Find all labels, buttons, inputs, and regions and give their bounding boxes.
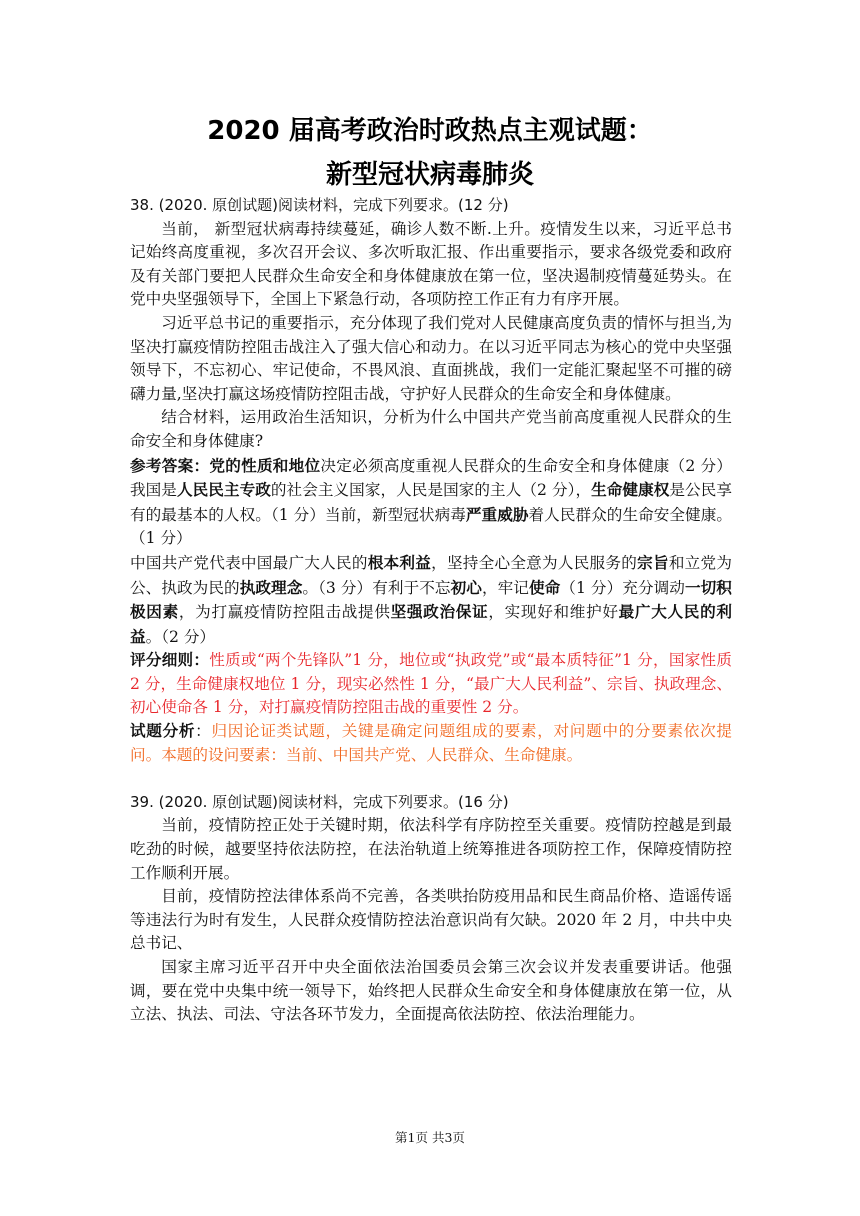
- question-38-material-2: 习近平总书记的重要指示，充分体现了我们党对人民健康高度负责的情怀与担当,为坚决打赢疫情防控阻击战注入了强大信心和动力。在以习近平同志为核心的党中央坚强领导下，不忘初心、牢记使命，不畏风浪、直面挑战，我们一定能汇聚起坚不可摧的磅礴力量,坚决打赢这场疫情防控阻击战，守护好人民群众的生命安全和身体健康。: [130, 313, 732, 403]
- answer-key-2: 人民民主专政: [176, 480, 271, 500]
- answer-key-4: 严重威胁: [465, 504, 529, 524]
- page-footer: 第1页 共3页: [395, 1130, 465, 1145]
- answer-label: 参考答案：: [130, 456, 210, 475]
- reference-answer-2: 中国共产党代表中国最广大人民的根本利益，坚持全心全意为人民服务的宗旨和立党为公、执政为民的执政理念。（3 分）有利于不忘初心，牢记使命（1 分）充分调动一切积极因素，为打赢疫情防控阻击战提供坚强政治保证，实现好和维护好最广大人民的利益。（2 分）: [130, 552, 732, 646]
- question-analysis: 试题分析：归因论证类试题，关键是确定问题组成的要素，对问题中的分要素依次提问。本题的设问要素：当前、中国共产党、人民群众、生命健康。: [130, 722, 732, 764]
- analysis-label: 试题分析: [130, 722, 196, 741]
- question-38-material-1: 当前， 新型冠状病毒持续蔓延，确诊人数不断.上升。疫情发生以来，习近平总书记始终高度重视，多次召开会议、多次听取汇报、作出重要指示，要求各级党委和政府及有关部门要把人民群众生命安全和身体健康放在第一位，坚决遏制疫情蔓延势头。在党中央坚强领导下，全国上下紧急行动，各项防控工作正有力有序开展。: [130, 219, 732, 309]
- question-38-heading: 38. (2020. 原创试题)阅读材料，完成下列要求。(12 分): [130, 196, 509, 214]
- title-line-1: 2020 届高考政治时政热点主观试题：: [207, 116, 653, 146]
- question-39-heading: 39. (2020. 原创试题)阅读材料，完成下列要求。(16 分): [130, 792, 509, 811]
- answer-key-3: 生命健康权: [591, 480, 670, 500]
- reference-answer-1: 参考答案：党的性质和地位决定必须高度重视人民群众的生命安全和身体健康（2 分）我国是人民民主专政的社会主义国家，人民是国家的主人（2 分），生命健康权是公民享有的最基本的人权。（1 分）当前，新型冠状病毒严重威胁着人民群众的生命安全健康。（1 分）: [130, 455, 732, 548]
- question-39-material-1: 当前，疫情防控正处于关键时期，依法科学有序防控至关重要。疫情防控越是到最吃劲的时候，越要坚持依法防控，在法治轨道上统筹推进各项防控工作，保障疫情防控工作顺利开展。: [130, 816, 732, 882]
- title-line-2: 新型冠状病毒肺炎: [325, 160, 534, 190]
- scoring-rules: [130, 649, 732, 720]
- analysis-text: 归因论证类试题，关键是确定问题组成的要素，对问题中的分要素依次提问。本题的设问要素：当前、中国共产党、人民群众、生命健康。: [130, 722, 732, 764]
- question-39-material-2: 目前，疫情防控法律体系尚不完善，各类哄抬防疫用品和民生商品价格、造谣传谣等违法行为时有发生，人民群众疫情防控法治意识尚有欠缺。2020 年 2 月，中共中央总书记、: [130, 887, 732, 953]
- question-39-material-3: 国家主席习近平召开中央全面依法治国委员会第三次会议并发表重要讲话。他强调，要在党中央集中统一领导下，始终把人民群众生命安全和身体健康放在第一位，从立法、执法、司法、守法各环节发力，全面提高依法防控、依法治理能力。: [130, 958, 732, 1024]
- answer-key-1: 党的性质和地位: [209, 455, 321, 475]
- scoring-label: 评分细则：: [130, 651, 210, 670]
- scoring-text: 性质或“两个先锋队”1 分，地位或“执政党”或“最本质特征”1 分，国家性质 2 分，生命健康权地位 1 分，现实必然性 1 分，“最广大人民利益”、宗旨、执政理念、初心使命各 1 分，对打赢疫情防控阻击战的重要性 2 分。: [130, 651, 732, 717]
- document-body: [130, 194, 732, 1027]
- section-spacer: [130, 767, 732, 791]
- question-38-prompt: 结合材料，运用政治生活知识，分析为什么中国共产党当前高度重视人民群众的生命安全和身体健康?: [130, 408, 732, 450]
